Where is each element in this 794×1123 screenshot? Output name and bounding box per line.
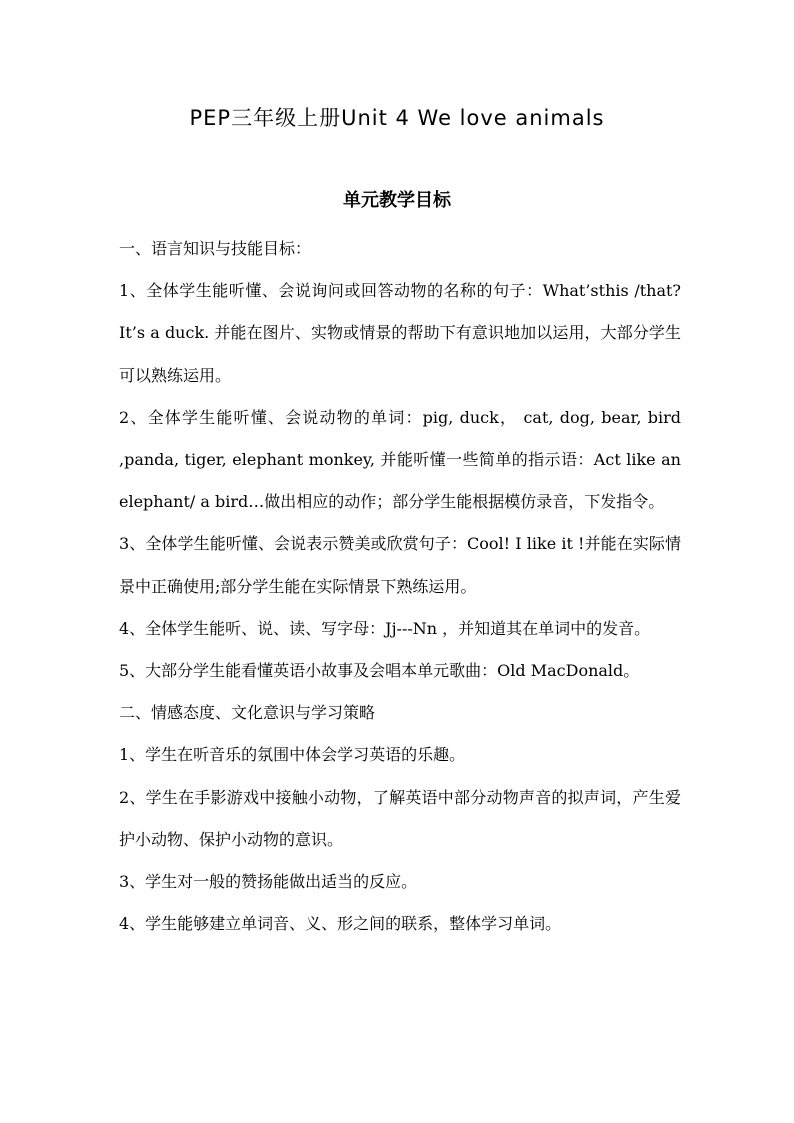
affective-item-2: 2、学生在手影游戏中接触小动物，了解英语中部分动物声音的拟声词，产生爱护小动物、保护小动物的意识。 xyxy=(119,787,681,849)
goal-item-1: 1、全体学生能听懂、会说询问或回答动物的名称的句子：What’sthis /that? It’s a duck. 并能在图片、实物或情景的帮助下有意识地加以运用，大部分学生可以熟练运用。 xyxy=(119,281,681,385)
subheading-affective-goals: 二、情感态度、文化意识与学习策略 xyxy=(119,703,376,723)
section-heading: 单元教学目标 xyxy=(343,190,451,211)
document-body xyxy=(119,228,681,945)
goal-item-5: 5、大部分学生能看懂英语小故事及会唱本单元歌曲：Old MacDonald。 xyxy=(119,661,640,681)
affective-item-1: 1、学生在听音乐的氛围中体会学习英语的乐趣。 xyxy=(119,745,466,765)
goal-item-4: 4、全体学生能听、说、读、写字母：Jj---Nn ，并知道其在单词中的发音。 xyxy=(119,618,651,638)
affective-item-4: 4、学生能够建立单词音、义、形之间的联系，整体学习单词。 xyxy=(119,914,562,934)
subheading-language-goals: 一、语言知识与技能目标： xyxy=(119,239,312,258)
affective-item-3: 3、学生对一般的赞扬能做出适当的反应。 xyxy=(119,872,418,892)
document-title: PEP三年级上册Unit 4 We love animals xyxy=(189,106,605,130)
goal-item-2: 2、全体学生能听懂、会说动物的单词：pig, duck， cat, dog, bear, bird ,panda, tiger, elephant monkey, 并能听懂一些简单的指示语：Act like an elephant/ a bird…做出相应的动作；部分学生能根据模仿录音，下发指令。 xyxy=(119,407,681,512)
goal-item-3: 3、全体学生能听懂、会说表示赞美或欣赏句子：Cool! I like it !并能在实际情景中正确使用;部分学生能在实际情景下熟练运用。 xyxy=(119,534,681,596)
